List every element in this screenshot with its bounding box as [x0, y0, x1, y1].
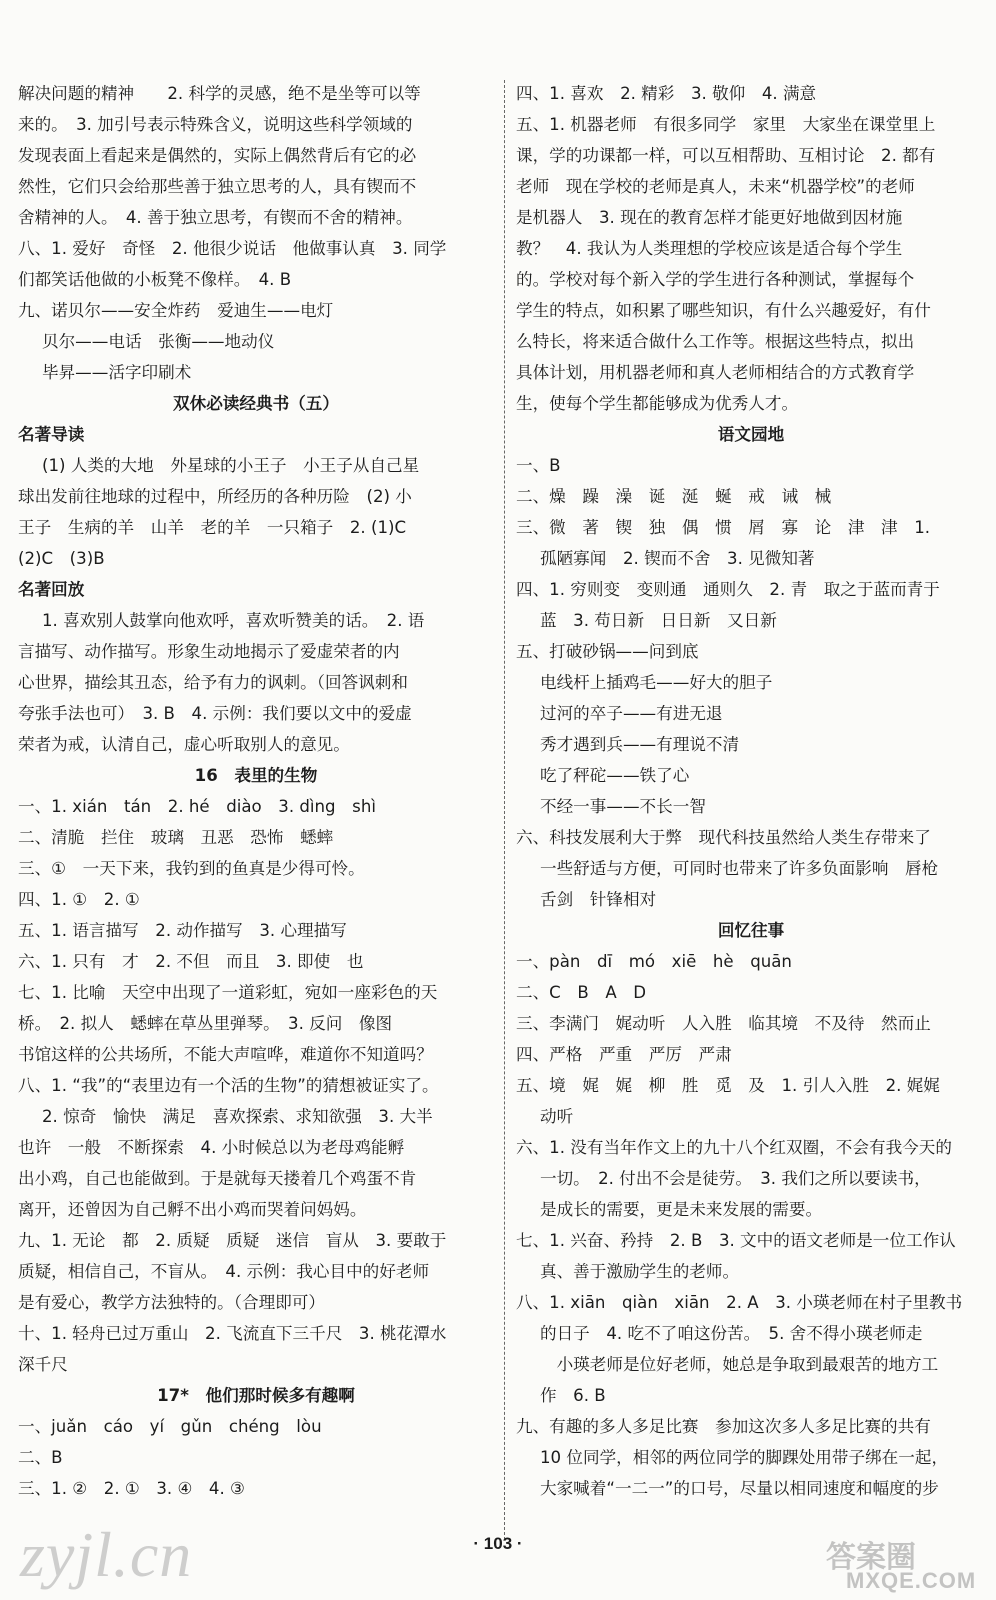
subsection-label: 名著导读	[18, 425, 85, 444]
answer-line: 三、李满门 娓动听 人入胜 临其境 不及待 然而止	[516, 1014, 931, 1033]
answer-line: 四、1. ① 2. ①	[18, 890, 140, 909]
answer-line: 解决问题的精神 2. 科学的灵感，绝不是坐等可以等	[18, 84, 421, 103]
answer-line: 四、1. 穷则变 变则通 通则久 2. 青 取之于蓝而青于	[516, 580, 940, 599]
answer-line: 一、pàn dī mó xiē hè quān	[516, 952, 792, 971]
answer-line: 吃了秤砣——铁了心	[540, 766, 690, 785]
answer-line: 深千尺	[18, 1355, 68, 1374]
answer-line: 10 位同学，相邻的两位同学的脚踝处用带子绑在一起，	[540, 1448, 949, 1467]
answer-line: 球出发前往地球的过程中，所经历的各种历险 (2) 小	[18, 487, 412, 506]
section-heading: 17* 他们那时候多有趣啊	[157, 1386, 355, 1405]
answer-line: 十、1. 轻舟已过万重山 2. 飞流直下三千尺 3. 桃花潭水	[18, 1324, 447, 1343]
answer-line: 六、科技发展利大于弊 现代科技虽然给人类生存带来了	[516, 828, 931, 847]
answer-line: 然性，它们只会给那些善于独立思考的人，具有锲而不	[18, 177, 417, 196]
answer-line: 一、1. xián tán 2. hé diào 3. dìng shì	[18, 797, 376, 816]
answer-line: 们都笑话他做的小板凳不像样。 4. B	[18, 270, 292, 289]
answer-line: 不经一事——不长一智	[540, 797, 706, 816]
answer-line: 言描写、动作描写。形象生动地揭示了爱虚荣者的内	[18, 642, 400, 661]
answer-line: 出小鸡，自己也能做到。于是就每天搂着几个鸡蛋不肯	[18, 1169, 417, 1188]
answer-line: 七、1. 兴奋、矜持 2. B 3. 文中的语文老师是一位工作认	[516, 1231, 956, 1250]
answer-line: 八、1. 爱好 奇怪 2. 他很少说话 他做事认真 3. 同学	[18, 239, 447, 258]
watermark-right-url: MXQE.COM	[846, 1568, 977, 1593]
page-number: · 103 ·	[473, 1534, 523, 1553]
right-column	[516, 78, 986, 1504]
answer-line: 王子 生病的羊 山羊 老的羊 一只箱子 2. (1)C	[18, 518, 407, 537]
answer-line: 书馆这样的公共场所，不能大声喧哗，难道你不知道吗？	[18, 1045, 433, 1064]
answer-line: 九、有趣的多人多足比赛 参加这次多人多足比赛的共有	[516, 1417, 931, 1436]
left-column	[18, 78, 494, 1504]
answer-line: 一、juǎn cáo yí gǔn chéng lòu	[18, 1417, 322, 1436]
answer-line: 是成长的需要，更是未来发展的需要。	[540, 1200, 823, 1219]
answer-line: 夸张手法也可） 3. B 4. 示例：我们要以文中的爱虚	[18, 704, 412, 723]
answer-line: 二、B	[18, 1448, 63, 1467]
answer-line: 三、① 一天下来，我钓到的鱼真是少得可怜。	[18, 859, 365, 878]
answer-line: 二、燥 躁 澡 诞 涎 蜒 戒 诫 械	[516, 487, 832, 506]
answer-line: 蓝 3. 苟日新 日日新 又日新	[540, 611, 777, 630]
answer-line: 是机器人 3. 现在的教育怎样才能更好地做到因材施	[516, 208, 903, 227]
answer-line: 荣者为戒，认清自己，虚心听取别人的意见。	[18, 735, 350, 754]
answer-line: 作 6. B	[540, 1386, 606, 1405]
answer-line: 小瑛老师是位好老师，她总是争取到最艰苦的地方工	[540, 1355, 939, 1374]
answer-line: 九、1. 无论 都 2. 质疑 质疑 迷信 盲从 3. 要敢于	[18, 1231, 447, 1250]
section-heading: 双休必读经典书（五）	[173, 394, 339, 413]
answer-line: 五、1. 机器老师 有很多同学 家里 大家坐在课堂里上	[516, 115, 936, 134]
section-heading: 语文园地	[717, 425, 785, 444]
answer-line: 三、1. ② 2. ① 3. ④ 4. ③	[18, 1479, 245, 1498]
answer-line: 五、境 娓 娓 柳 胜 觅 及 1. 引人入胜 2. 娓娓	[516, 1076, 940, 1095]
answer-line: 六、1. 没有当年作文上的九十八个红双圈，不会有我今天的	[516, 1138, 952, 1157]
answer-line: 质疑，相信自己，不盲从。 4. 示例：我心目中的好老师	[18, 1262, 430, 1281]
section-heading: 16 表里的生物	[194, 766, 318, 785]
answer-line: 一些舒适与方便，可同时也带来了许多负面影响 唇枪	[540, 859, 939, 878]
answer-line: 的。学校对每个新入学的学生进行各种测试，掌握每个	[516, 270, 915, 289]
answer-line: 也许 一般 不断探索 4. 小时候总以为老母鸡能孵	[18, 1138, 405, 1157]
column-divider	[504, 80, 505, 1540]
answer-line: 具体计划，用机器老师和真人老师相结合的方式教育学	[516, 363, 915, 382]
answer-line: 发现表面上看起来是偶然的，实际上偶然背后有它的必	[18, 146, 417, 165]
answer-line: 四、1. 喜欢 2. 精彩 3. 敬仰 4. 满意	[516, 84, 817, 103]
answer-line: 的日子 4. 吃不了咱这份苦。 5. 舍不得小瑛老师走	[540, 1324, 923, 1343]
answer-line: 五、1. 语言描写 2. 动作描写 3. 心理描写	[18, 921, 347, 940]
answer-line: 么特长，将来适合做什么工作等。根据这些特点，拟出	[516, 332, 915, 351]
answer-line: 1. 喜欢别人鼓掌向他欢呼，喜欢听赞美的话。 2. 语	[42, 611, 425, 630]
answer-line: 电线杆上插鸡毛——好大的胆子	[540, 673, 773, 692]
answer-line: 老师 现在学校的老师是真人，未来“机器学校”的老师	[516, 177, 915, 196]
answer-line: 五、打破砂锅——问到底	[516, 642, 699, 661]
answer-line: 一、B	[516, 456, 561, 475]
answer-line: 教？ 4. 我认为人类理想的学校应该是适合每个学生	[516, 239, 903, 258]
answer-line: 过河的卒子——有进无退	[540, 704, 723, 723]
answer-line: 舌剑 针锋相对	[540, 890, 657, 909]
answer-line: 学生的特点，如积累了哪些知识，有什么兴趣爱好，有什	[516, 301, 931, 320]
subsection-label: 名著回放	[18, 580, 85, 599]
answer-line: 四、严格 严重 严厉 严肃	[516, 1045, 732, 1064]
answer-line: 七、1. 比喻 天空中出现了一道彩虹，宛如一座彩色的天	[18, 983, 438, 1002]
answer-line: 孤陋寡闻 2. 锲而不舍 3. 见微知著	[540, 549, 815, 568]
answer-line: 真、善于激励学生的老师。	[540, 1262, 740, 1281]
answer-line: 舍精神的人。 4. 善于独立思考，有锲而不舍的精神。	[18, 208, 413, 227]
answer-line: 心世界，描绘其丑态，给予有力的讽刺。（回答讽刺和	[18, 673, 408, 692]
answer-line: (2)C (3)B	[18, 549, 105, 568]
answer-line: 动听	[540, 1107, 574, 1126]
answer-line: 二、清脆 拦住 玻璃 丑恶 恐怖 蟋蟀	[18, 828, 334, 847]
answer-line: 毕昇——活字印刷术	[42, 363, 192, 382]
answer-line: 桥。 2. 拟人 蟋蟀在草丛里弹琴。 3. 反问 像图	[18, 1014, 393, 1033]
watermark-right-logo: 答案圈	[826, 1540, 916, 1575]
answer-line: (1) 人类的大地 外星球的小王子 小王子从自己星	[42, 456, 420, 475]
answer-line: 二、C B A D	[516, 983, 647, 1002]
answer-line: 2. 惊奇 愉快 满足 喜欢探索、求知欲强 3. 大半	[42, 1107, 433, 1126]
section-heading: 回忆往事	[717, 921, 785, 940]
answer-line: 八、1. “我”的“表里边有一个活的生物”的猜想被证实了。	[18, 1076, 439, 1095]
answer-line: 秀才遇到兵——有理说不清	[540, 735, 740, 754]
answer-line: 六、1. 只有 才 2. 不但 而且 3. 即使 也	[18, 952, 364, 971]
watermark-left: zyjl.cn	[20, 1519, 193, 1590]
answer-line: 离开，还曾因为自己孵不出小鸡而哭着问妈妈。	[18, 1200, 367, 1219]
answer-line: 课，学的功课都一样，可以互相帮助、互相讨论 2. 都有	[516, 146, 936, 165]
answer-line: 生，使每个学生都能够成为优秀人才。	[516, 394, 799, 413]
answer-line: 来的。 3. 加引号表示特殊含义，说明这些科学领域的	[18, 115, 413, 134]
answer-line: 九、诺贝尔——安全炸药 爱迪生——电灯	[18, 301, 334, 320]
answer-line: 贝尔——电话 张衡——地动仪	[42, 332, 275, 351]
answer-line: 大家喊着“一二一”的口号，尽量以相同速度和幅度的步	[540, 1479, 939, 1498]
answer-line: 三、微 著 锲 独 偶 惯 屑 寡 论 津 津 1.	[516, 518, 931, 537]
answer-line: 八、1. xiān qiàn xiān 2. A 3. 小瑛老师在村子里教书	[516, 1293, 963, 1312]
answer-line: 是有爱心，教学方法独特的。（合理即可）	[18, 1293, 325, 1312]
answer-line: 一切。 2. 付出不会是徒劳。 3. 我们之所以要读书，	[540, 1169, 931, 1188]
